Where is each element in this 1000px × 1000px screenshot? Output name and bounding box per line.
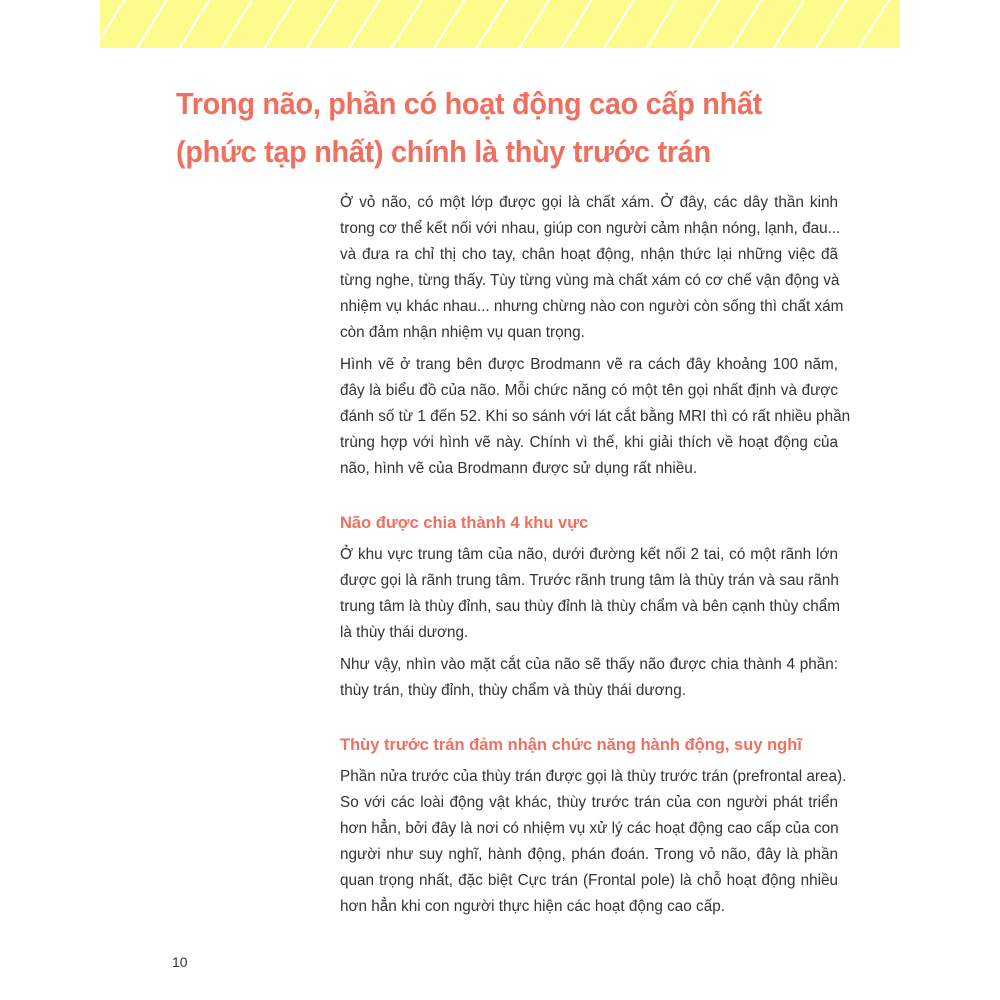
text-line: não, hình vẽ của Brodmann được sử dụng rất nhiều.	[340, 460, 698, 477]
section-heading: Thùy trước trán đảm nhận chức năng hành động, suy nghĩ	[340, 736, 802, 754]
text-line: nhiệm vụ khác nhau... nhưng chừng nào con người còn sống thì chất xám	[340, 298, 844, 315]
text-line: Hình vẽ ở trang bên được Brodmann vẽ ra cách đây khoảng 100 năm,	[340, 356, 838, 373]
page-title	[176, 80, 762, 176]
text-line: từng nghe, từng thấy. Tùy từng vùng mà chất xám có cơ chế vận động và	[340, 272, 840, 289]
text-line: Phần nửa trước của thùy trán được gọi là thùy trước trán (prefrontal area).	[340, 768, 847, 785]
paragraph	[340, 764, 847, 920]
text-line: thùy trán, thùy đỉnh, thùy chẩm và thùy thái dương.	[340, 682, 686, 699]
text-line: Ở khu vực trung tâm của não, dưới đường kết nối 2 tai, có một rãnh lớn	[340, 546, 838, 563]
text-line: trùng hợp với hình vẽ này. Chính vì thế, khi giải thích về hoạt động của	[340, 434, 838, 451]
text-line: So với các loài động vật khác, thùy trước trán của con người phát triển	[340, 794, 838, 811]
paragraph	[340, 352, 851, 482]
paragraph	[340, 190, 844, 346]
text-line: Như vậy, nhìn vào mặt cắt của não sẽ thấy não được chia thành 4 phần:	[340, 656, 838, 673]
title-line: Trong não, phần có hoạt động cao cấp nhất	[176, 86, 763, 121]
text-line: Ở vỏ não, có một lớp được gọi là chất xám. Ở đây, các dây thần kinh	[340, 194, 838, 211]
text-line: được gọi là rãnh trung tâm. Trước rãnh trung tâm là thùy trán và sau rãnh	[340, 572, 839, 589]
text-line: đây là biểu đồ của não. Mỗi chức năng có một tên gọi nhất định và được	[340, 382, 838, 399]
text-line: trong cơ thể kết nối với nhau, giúp con người cảm nhận nóng, lạnh, đau...	[340, 220, 841, 237]
text-line: trung tâm là thùy đỉnh, sau thùy đỉnh là thùy chẩm và bên cạnh thùy chẩm	[340, 598, 840, 615]
paragraph	[340, 652, 838, 704]
text-line: còn đảm nhận nhiệm vụ quan trọng.	[340, 324, 585, 341]
text-line: người như suy nghĩ, hành động, phán đoán. Trong vỏ não, đây là phần	[340, 846, 838, 863]
text-line: hơn hẳn khi con người thực hiện các hoạt động cao cấp.	[340, 898, 725, 915]
page-number: 10	[172, 954, 188, 970]
text-line: và đưa ra chỉ thị cho tay, chân hoạt động, nhận thức lại những việc đã	[340, 246, 838, 263]
header-banner	[100, 0, 900, 48]
title-line: (phức tạp nhất) chính là thùy trước trán	[176, 134, 711, 169]
text-line: đánh số từ 1 đến 52. Khi so sánh với lát cắt bằng MRI thì có rất nhiều phần	[340, 408, 851, 425]
text-line: hơn hẳn, bởi đây là nơi có nhiệm vụ xử lý các hoạt động cao cấp của con	[340, 820, 839, 837]
body-text	[340, 190, 851, 926]
section-heading: Não được chia thành 4 khu vực	[340, 514, 589, 532]
paragraph	[340, 542, 838, 646]
text-line: là thùy thái dương.	[340, 624, 469, 641]
text-line: quan trọng nhất, đặc biệt Cực trán (Frontal pole) là chỗ hoạt động nhiều	[340, 872, 838, 889]
